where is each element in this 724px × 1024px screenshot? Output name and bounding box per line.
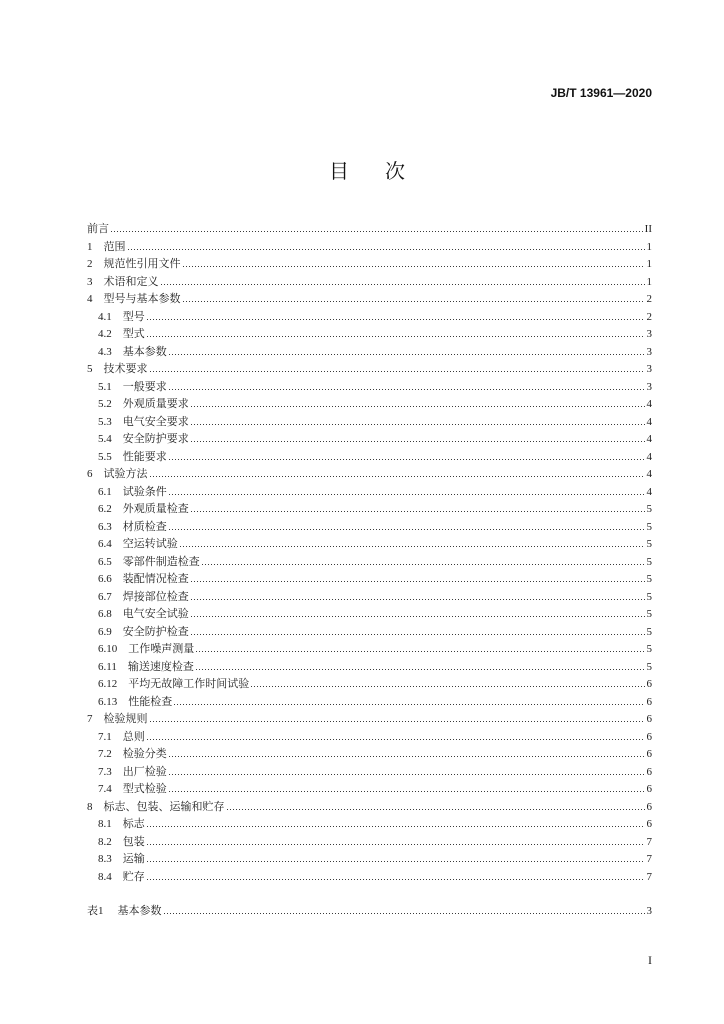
toc-entry-number: 3	[87, 275, 93, 288]
toc-entry-page: 5	[646, 503, 652, 515]
toc-entry-page: 1	[646, 258, 652, 270]
toc-entry-page: 1	[646, 275, 652, 288]
toc-entry-page: 5	[646, 643, 652, 655]
toc-subentry	[87, 624, 652, 642]
toc-subentry	[87, 606, 652, 624]
dot-leader	[174, 704, 644, 705]
dot-leader	[202, 564, 645, 565]
toc-entry-title: 前言	[87, 223, 109, 235]
toc-entry-number: 6.10	[98, 643, 118, 655]
toc-entry-number: 6.4	[98, 538, 112, 550]
toc-entry-number: 8.3	[98, 853, 112, 865]
toc-entry-title: 焊接部位检查	[122, 590, 189, 603]
toc-subentry	[87, 781, 652, 799]
toc-entry	[87, 256, 652, 274]
table-entry-title: 基本参数	[117, 905, 162, 917]
dot-leader	[147, 739, 645, 740]
toc-subentry	[87, 431, 652, 449]
toc-entry	[87, 291, 652, 309]
toc-entry-page: 6	[646, 695, 652, 708]
toc-entry-page: 4	[646, 468, 652, 480]
toc-subentry	[87, 449, 652, 467]
dot-leader	[161, 284, 645, 285]
toc-entry	[87, 711, 652, 729]
toc-entry-number: 4.1	[98, 310, 112, 323]
toc-entry-page: 5	[646, 555, 652, 568]
toc-entry-number: 8.1	[98, 818, 112, 830]
dot-leader	[191, 599, 645, 600]
dot-leader	[191, 511, 645, 512]
dot-leader	[150, 721, 645, 722]
toc-entry-page: 3	[646, 328, 652, 340]
toc-entry-title: 电气安全试验	[122, 608, 189, 620]
dot-leader	[147, 844, 645, 845]
toc-subentry	[87, 519, 652, 537]
toc-entry-number: 5.2	[98, 398, 112, 410]
toc-subentry	[87, 834, 652, 852]
toc-subentry	[87, 816, 652, 834]
toc-entry-page: 4	[646, 398, 652, 410]
toc-entry-page: 6	[646, 818, 652, 830]
toc-entry-page: 4	[646, 415, 652, 428]
toc-entry-page: 1	[646, 240, 652, 253]
dot-leader	[147, 336, 645, 337]
dot-leader	[169, 494, 645, 495]
dot-leader	[196, 669, 645, 670]
toc-entry-title: 检验分类	[122, 748, 167, 760]
toc-entry-title: 型号与基本参数	[103, 293, 181, 305]
standard-code: JB/T 13961—2020	[550, 86, 652, 100]
toc-entry-number: 7.3	[98, 765, 112, 778]
toc-entry-page: 5	[646, 625, 652, 638]
dot-leader	[128, 249, 645, 250]
toc-entry-page: 6	[646, 713, 652, 725]
list-of-tables	[87, 903, 652, 921]
toc-entry-title: 输送速度检查	[127, 660, 194, 673]
toc-entry-number: 5.1	[98, 380, 112, 393]
toc-entry	[87, 361, 652, 379]
toc-entry-title: 型式检验	[122, 783, 167, 795]
toc-entry-number: 5	[87, 363, 93, 375]
dot-leader	[183, 266, 645, 267]
toc-entry-number: 8.2	[98, 835, 112, 848]
toc-entry	[87, 799, 652, 817]
toc-subentry	[87, 694, 652, 712]
toc-entry-number: 6.12	[98, 678, 118, 690]
toc-entry-page: 2	[646, 310, 652, 323]
dot-leader	[150, 476, 645, 477]
dot-leader	[191, 406, 645, 407]
toc-entry-page: 7	[646, 835, 652, 848]
toc-entry-title: 装配情况检查	[122, 573, 189, 585]
toc-entry-page: 5	[646, 520, 652, 533]
toc-entry-number: 7.2	[98, 748, 112, 760]
toc-subentry	[87, 414, 652, 432]
toc-entry-page: 6	[646, 678, 652, 690]
toc-entry-title: 技术要求	[103, 363, 148, 375]
toc-entry-number: 2	[87, 258, 93, 270]
dot-leader	[183, 301, 645, 302]
toc-entry-number: 8	[87, 800, 93, 813]
toc-entry-number: 4.3	[98, 345, 112, 358]
dot-leader	[191, 616, 645, 617]
toc-subentry	[87, 309, 652, 327]
toc-subentry	[87, 869, 652, 887]
toc-entry-number: 6.7	[98, 590, 112, 603]
dot-leader	[169, 354, 645, 355]
dot-leader	[169, 529, 645, 530]
toc-entry-number: 1	[87, 240, 93, 253]
table-of-contents	[87, 221, 652, 886]
dot-leader	[169, 389, 645, 390]
toc-entry-title: 试验方法	[103, 468, 148, 480]
toc-entry-page: 6	[646, 748, 652, 760]
dot-leader	[227, 809, 645, 810]
toc-entry-title: 出厂检验	[122, 765, 167, 778]
dot-leader	[251, 686, 644, 687]
toc-entry-title: 基本参数	[122, 345, 167, 358]
toc-entry-title: 运输	[122, 853, 145, 865]
toc-entry-title: 外观质量检查	[122, 503, 189, 515]
toc-subentry	[87, 344, 652, 362]
toc-entry-page: II	[644, 223, 652, 235]
toc-entry-title: 包装	[122, 835, 145, 848]
toc-subentry	[87, 659, 652, 677]
toc-entry-page: 2	[646, 293, 652, 305]
toc-entry-number: 8.4	[98, 870, 112, 883]
toc-entry-page: 7	[646, 870, 652, 883]
dot-leader	[147, 879, 645, 880]
toc-entry-number: 7	[87, 713, 93, 725]
page-number: I	[648, 953, 652, 967]
toc-entry-number: 6.2	[98, 503, 112, 515]
toc-subentry	[87, 536, 652, 554]
dot-leader	[147, 826, 645, 827]
toc-entry-title: 电气安全要求	[122, 415, 189, 428]
toc-entry-title: 规范性引用文件	[103, 258, 181, 270]
dot-leader	[169, 459, 645, 460]
toc-entry-title: 贮存	[122, 870, 145, 883]
toc-subentry	[87, 501, 652, 519]
toc-entry-number: 5.3	[98, 415, 112, 428]
toc-entry	[87, 221, 652, 239]
toc-entry-page: 4	[646, 485, 652, 498]
toc-subentry	[87, 396, 652, 414]
toc-entry-title: 型号	[122, 310, 145, 323]
toc-entry-number: 6.3	[98, 520, 112, 533]
toc-entry-number: 5.4	[98, 433, 112, 445]
toc-entry-title: 型式	[122, 328, 145, 340]
toc-entry-page: 7	[646, 853, 652, 865]
toc-entry-number: 6.5	[98, 555, 112, 568]
toc-subentry	[87, 851, 652, 869]
toc-entry-title: 零部件制造检查	[122, 555, 200, 568]
toc-entry	[87, 274, 652, 292]
toc-subentry	[87, 746, 652, 764]
toc-entry-title: 材质检查	[122, 520, 167, 533]
dot-leader	[196, 651, 644, 652]
dot-leader	[169, 791, 645, 792]
dot-leader	[191, 634, 645, 635]
toc-entry-page: 4	[646, 450, 652, 463]
toc-subentry	[87, 326, 652, 344]
toc-entry-title: 试验条件	[122, 485, 167, 498]
dot-leader	[169, 774, 645, 775]
dot-leader	[191, 581, 645, 582]
toc-entry-number: 6.9	[98, 625, 112, 638]
toc-entry-number: 7.4	[98, 783, 112, 795]
toc-entry-page: 3	[646, 380, 652, 393]
toc-entry-number: 6.8	[98, 608, 112, 620]
toc-entry-title: 安全防护要求	[122, 433, 189, 445]
toc-entry-title: 平均无故障工作时间试验	[128, 678, 250, 690]
toc-entry-page: 5	[646, 660, 652, 673]
toc-entry-page: 6	[646, 800, 652, 813]
toc-entry-title: 标志	[122, 818, 145, 830]
toc-entry-title: 总则	[122, 730, 145, 743]
toc-subentry	[87, 676, 652, 694]
toc-entry-page: 5	[646, 590, 652, 603]
toc-subentry	[87, 729, 652, 747]
toc-entry-page: 3	[646, 363, 652, 375]
dot-leader	[169, 756, 645, 757]
toc-entry-number: 6.6	[98, 573, 112, 585]
toc-entry-title: 检验规则	[103, 713, 148, 725]
toc-subentry	[87, 484, 652, 502]
dot-leader	[147, 861, 645, 862]
table-entry-number: 表1	[87, 905, 104, 917]
toc-entry-page: 6	[646, 730, 652, 743]
toc-subentry	[87, 641, 652, 659]
toc-entry-title: 工作噪声测量	[128, 643, 195, 655]
toc-entry-title: 外观质量要求	[122, 398, 189, 410]
toc-entry-number: 4.2	[98, 328, 112, 340]
toc-entry-number: 7.1	[98, 730, 112, 743]
dot-leader	[111, 231, 643, 232]
toc-entry-title: 性能检查	[128, 695, 173, 708]
toc-entry-number: 5.5	[98, 450, 112, 463]
dot-leader	[164, 913, 645, 914]
toc-entry-number: 6.13	[98, 695, 118, 708]
dot-leader	[150, 371, 645, 372]
toc-entry-title: 标志、包装、运输和贮存	[103, 800, 225, 813]
toc-subentry	[87, 554, 652, 572]
toc-entry-number: 6	[87, 468, 93, 480]
dot-leader	[191, 441, 645, 442]
toc-entry-page: 6	[646, 765, 652, 778]
toc-entry-number: 4	[87, 293, 93, 305]
toc-entry-title: 性能要求	[122, 450, 167, 463]
toc-entry-title: 安全防护检查	[122, 625, 189, 638]
toc-subentry	[87, 571, 652, 589]
toc-entry-title: 一般要求	[122, 380, 167, 393]
toc-subentry	[87, 589, 652, 607]
dot-leader	[191, 424, 645, 425]
toc-entry-title: 空运转试验	[122, 538, 178, 550]
toc-entry	[87, 466, 652, 484]
toc-entry-page: 6	[646, 783, 652, 795]
table-list-entry	[87, 903, 652, 921]
toc-entry-number: 6.11	[98, 660, 117, 673]
toc-entry-title: 范围	[103, 240, 126, 253]
toc-subentry	[87, 379, 652, 397]
toc-entry-page: 4	[646, 433, 652, 445]
toc-entry-page: 5	[646, 538, 652, 550]
toc-entry	[87, 239, 652, 257]
toc-entry-page: 5	[646, 573, 652, 585]
dot-leader	[180, 546, 645, 547]
toc-entry-number: 6.1	[98, 485, 112, 498]
page-title: 目 次	[329, 161, 413, 183]
toc-subentry	[87, 764, 652, 782]
toc-entry-page: 5	[646, 608, 652, 620]
table-entry-page: 3	[646, 905, 652, 917]
toc-entry-page: 3	[646, 345, 652, 358]
dot-leader	[147, 319, 645, 320]
toc-entry-title: 术语和定义	[103, 275, 159, 288]
